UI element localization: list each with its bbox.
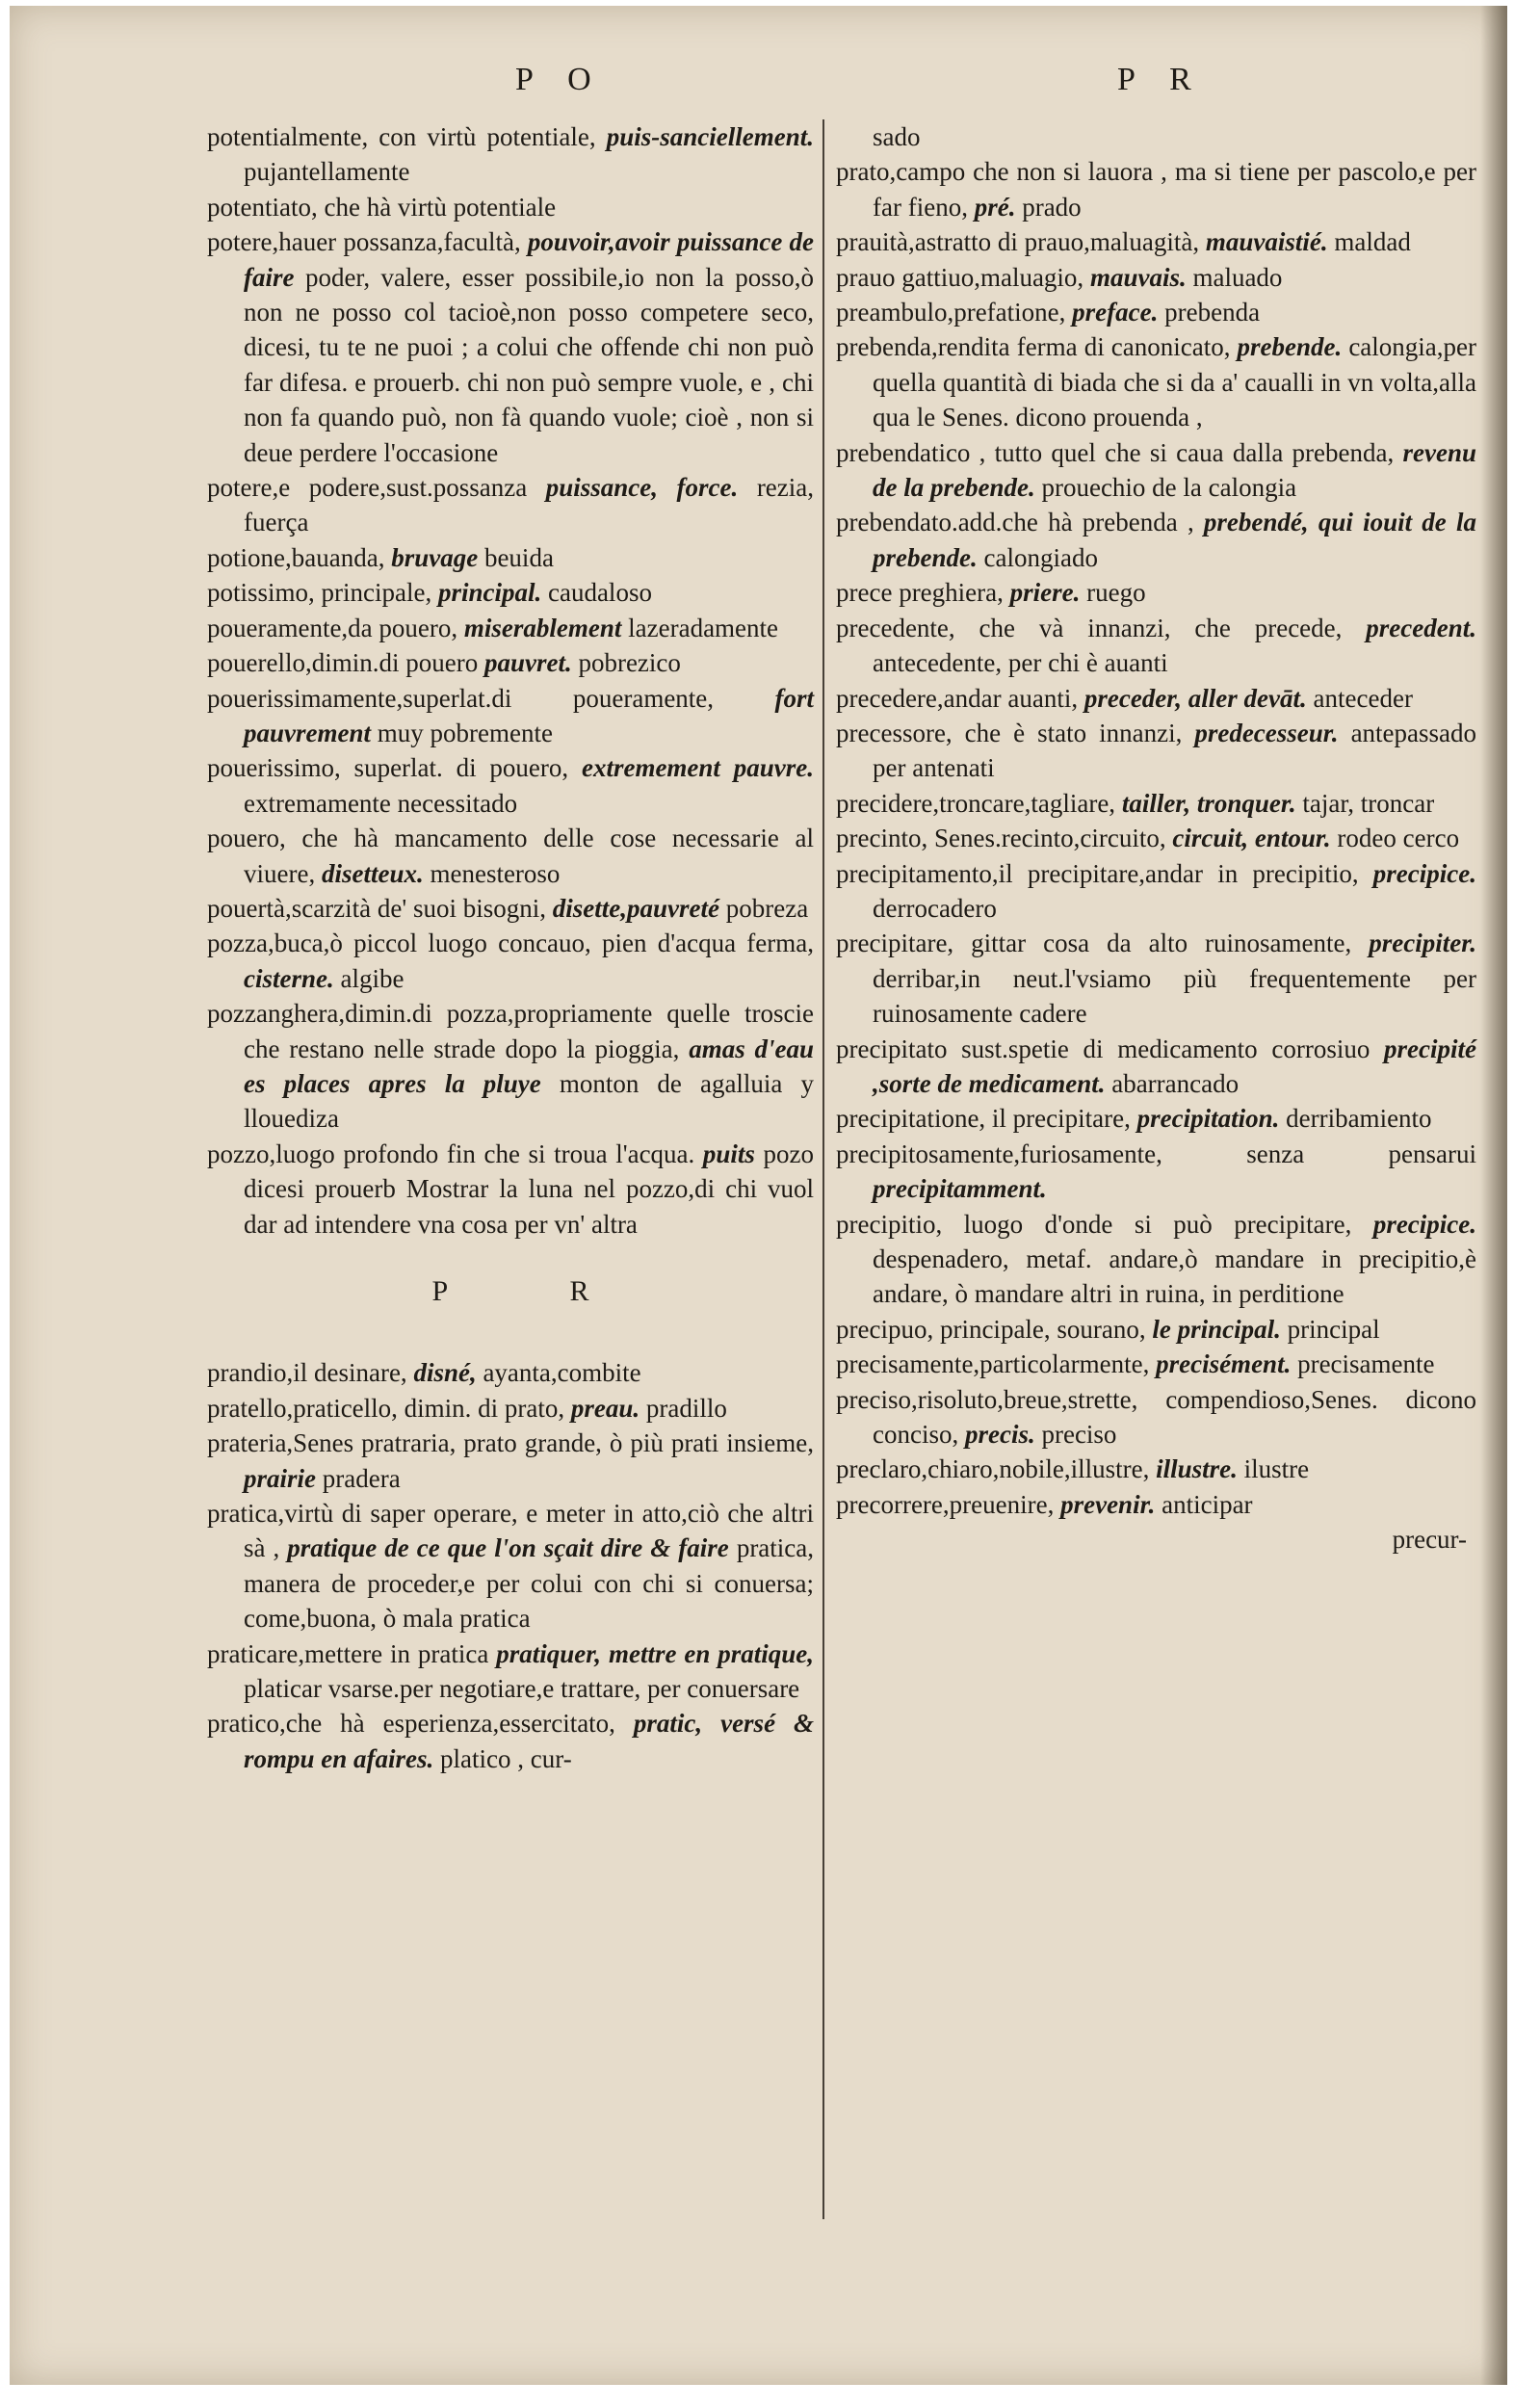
- entry-french: tailler, tronquer.: [1121, 788, 1296, 818]
- dictionary-entry: [836, 224, 1476, 259]
- entry-italian: pozza,buca,ò piccol luogo concauo, pien d'acqua ferma,: [207, 929, 814, 958]
- dictionary-entry: [207, 190, 814, 224]
- entry-italian: potione,bauanda,: [207, 542, 385, 572]
- dictionary-entry: [207, 1496, 814, 1636]
- entry-italian: preambulo,prefatione,: [836, 298, 1066, 327]
- entry-italian: precedere,andar auanti,: [836, 683, 1079, 713]
- entry-italian: prauo gattiuo,maluagio,: [836, 262, 1084, 292]
- entry-french: precis.: [964, 1420, 1035, 1450]
- running-head-right: P R: [1117, 62, 1205, 97]
- entry-spanish: principal: [1287, 1314, 1380, 1344]
- dictionary-entry: [836, 295, 1476, 329]
- entry-italian: precorrere,preuenire,: [836, 1489, 1055, 1519]
- entry-french: pratiquer, mettre en pratique,: [496, 1638, 814, 1668]
- entry-italian: poueramente,da pouero,: [207, 613, 458, 642]
- entry-italian: pozzanghera,dimin.di pozza,propriamente quelle troscie che restano nelle strade dopo la pioggia,: [207, 999, 814, 1063]
- dictionary-entry: [836, 1207, 1476, 1312]
- dictionary-entry: [207, 470, 814, 540]
- dictionary-entry: [207, 681, 814, 751]
- entry-french: pré.: [974, 192, 1016, 222]
- dictionary-entry: [207, 540, 814, 575]
- dictionary-entry: [836, 681, 1476, 716]
- dictionary-entry: [207, 224, 814, 470]
- entry-spanish: extremamente necessitado: [244, 788, 518, 818]
- dictionary-entry: [836, 1137, 1476, 1207]
- dictionary-entry: [836, 611, 1476, 681]
- entry-spanish: pradillo: [645, 1393, 727, 1423]
- entry-french: precipitation.: [1136, 1104, 1280, 1134]
- entry-french: mauvaistié.: [1205, 227, 1328, 257]
- dictionary-entry: [836, 575, 1476, 610]
- left-entries-top: [207, 119, 814, 1242]
- entry-italian: pouerello,dimin.di pouero: [207, 648, 479, 678]
- left-entries-bottom: [207, 1355, 814, 1776]
- dictionary-entry: [207, 119, 814, 190]
- dictionary-entry: [207, 1137, 814, 1242]
- entry-spanish: antepassado per antenati: [873, 718, 1477, 783]
- dictionary-entry: [836, 716, 1476, 786]
- entry-spanish: abarrancado: [1111, 1068, 1240, 1098]
- entry-french: pauvret.: [483, 648, 572, 678]
- dictionary-entry: [836, 329, 1476, 434]
- entry-italian: pouero, che hà mancamento delle cose necessarie al viuere,: [207, 824, 814, 888]
- column-rule: [822, 119, 824, 2219]
- entry-french: priere.: [1009, 578, 1081, 608]
- right-column: [836, 119, 1476, 1557]
- entry-italian: prauità,astratto di prauo,maluagità,: [836, 227, 1200, 257]
- entry-french: pratic, versé & rompu en afaires.: [244, 1709, 815, 1773]
- entry-spanish: preciso: [1041, 1420, 1117, 1450]
- dictionary-entry: [207, 996, 814, 1137]
- entry-italian: precedente, che và innanzi, che precede,: [836, 613, 1343, 642]
- entry-italian: preciso,risoluto,breue,strette, compendioso,Senes. dicono conciso,: [836, 1384, 1476, 1450]
- dictionary-entry: [207, 1355, 814, 1390]
- entry-spanish: caudaloso: [547, 578, 652, 608]
- dictionary-entry: [836, 1101, 1476, 1136]
- entry-spanish: rodeo cerco: [1337, 824, 1460, 853]
- entry-italian: prato,campo che non si lauora , ma si tiene per pascolo,e per far fieno,: [836, 157, 1476, 222]
- dictionary-entry: [207, 926, 814, 996]
- dictionary-entry: [836, 505, 1476, 575]
- entry-french: precipiter.: [1369, 929, 1476, 958]
- entry-italian: prebendatico , tutto quel che si caua dalla prebenda,: [836, 437, 1395, 467]
- entry-french: cisterne.: [244, 963, 334, 993]
- entry-french: precipice.: [1372, 1209, 1477, 1239]
- dictionary-entry: [836, 1312, 1476, 1347]
- entry-continuation: [836, 119, 1476, 154]
- entry-italian: pozzo,luogo profondo fin che si troua l'acqua.: [207, 1139, 695, 1168]
- dictionary-entry: [836, 821, 1476, 855]
- entry-spanish: maluado: [1192, 262, 1283, 292]
- entry-spanish: platicar vsarse.per negotiare,e trattare, per conuersare: [244, 1674, 800, 1704]
- entry-french: amas d'eau es places apres la pluye: [244, 1034, 814, 1098]
- entry-italian: precipuo, principale, sourano,: [836, 1314, 1146, 1344]
- entry-spanish: platico , cur-: [440, 1743, 572, 1773]
- entry-french: pratique de ce que l'on sçait dire & faire: [287, 1533, 729, 1563]
- entry-italian: precipitatione, il precipitare,: [836, 1104, 1131, 1134]
- entry-spanish: tajar, troncar: [1302, 788, 1435, 818]
- entry-spanish: beuida: [483, 542, 554, 572]
- entry-italian: prateria,Senes pratraria, prato grande, ò più prati insieme,: [207, 1428, 814, 1458]
- entry-french: precipitamment.: [873, 1174, 1047, 1204]
- entry-spanish: muy pobremente: [377, 718, 553, 747]
- dictionary-entry: [836, 926, 1476, 1031]
- entry-italian: precipitare, gittar cosa da alto ruinosamente,: [836, 929, 1352, 958]
- entry-italian: pratico,che hà esperienza,essercitato,: [207, 1709, 615, 1739]
- entry-spanish: prouechio de la calongia: [1041, 473, 1297, 503]
- entry-italian: potentiato, che hà virtù potentiale: [207, 192, 557, 222]
- entry-french: precipité ,sorte de medicament.: [873, 1034, 1476, 1098]
- entry-spanish: pobrezico: [578, 648, 681, 678]
- left-column: [207, 119, 814, 1776]
- entry-italian: potere,e podere,sust.possanza: [207, 473, 528, 503]
- entry-french: circuit, entour.: [1172, 824, 1331, 853]
- entry-italian: precisamente,particolarmente,: [836, 1349, 1150, 1379]
- entry-french: disetteux.: [321, 858, 424, 888]
- entry-continuation-text: sado: [873, 122, 921, 151]
- entry-french: precisément.: [1156, 1349, 1292, 1379]
- entry-italian: precinto, Senes.recinto,circuito,: [836, 824, 1166, 853]
- entry-spanish: prado: [1022, 192, 1082, 222]
- entry-french: prairie: [244, 1463, 317, 1493]
- entry-italian: pouerissimamente,superlat.di poueramente,: [207, 683, 715, 713]
- dictionary-entry: [836, 154, 1476, 224]
- entry-french: disné,: [413, 1358, 477, 1388]
- entry-italian: precidere,troncare,tagliare,: [836, 788, 1116, 818]
- entry-spanish: anticipar: [1162, 1489, 1253, 1519]
- catchword: precur-: [1392, 1525, 1467, 1555]
- dictionary-entry: [836, 1347, 1476, 1381]
- entry-french: mauvais.: [1089, 262, 1187, 292]
- entry-spanish: ilustre: [1243, 1454, 1310, 1484]
- entry-spanish: derrocadero: [873, 893, 997, 923]
- entry-italian: pouerissimo, superlat. di pouero,: [207, 753, 569, 783]
- entry-italian: pouertà,scarzità de' suoi bisogni,: [207, 893, 547, 923]
- entry-french: prebendé, qui iouit de la prebende.: [873, 508, 1477, 572]
- entry-french: bruvage: [391, 542, 479, 572]
- dictionary-entry: [836, 260, 1476, 295]
- dictionary-entry: [207, 750, 814, 821]
- entry-italian: precipitosamente,furiosamente, senza pensarui: [836, 1139, 1476, 1168]
- entry-french: preface.: [1072, 298, 1159, 327]
- entry-french: puits: [702, 1139, 755, 1168]
- entry-italian: pratica,virtù di saper operare, e meter in atto,ciò che altri sà ,: [207, 1499, 814, 1563]
- entry-french: revenu de la prebende.: [873, 437, 1476, 503]
- dictionary-entry: [836, 1032, 1476, 1102]
- dictionary-entry: [207, 611, 814, 645]
- entry-french: predecesseur.: [1194, 718, 1339, 747]
- entry-spanish: calongiado: [983, 542, 1098, 572]
- dictionary-entry: [207, 891, 814, 926]
- entry-italian: precipitio, luogo d'onde si può precipitare,: [836, 1209, 1352, 1239]
- entry-french: pouvoir,avoir puissance de faire: [244, 227, 815, 292]
- entry-french: prebende.: [1237, 332, 1343, 362]
- dictionary-entry: [836, 856, 1476, 927]
- dictionary-entry: [836, 786, 1476, 821]
- dictionary-entry: [836, 1452, 1476, 1486]
- entry-spanish: despenadero, metaf. andare,ò mandare in precipitio,è andare, ò mandare altri in ruina, in perditione: [873, 1244, 1476, 1309]
- entry-french: puis-sanciellement.: [606, 122, 814, 151]
- entry-french: puissance, force.: [545, 473, 739, 503]
- entry-french: le principal.: [1152, 1314, 1281, 1344]
- entry-spanish: prebenda: [1164, 298, 1261, 327]
- dictionary-entry: [207, 575, 814, 610]
- entry-french: principal.: [437, 578, 542, 608]
- entry-italian: potere,hauer possanza,facultà,: [207, 227, 521, 257]
- entry-french: precipice.: [1372, 858, 1476, 888]
- entry-italian: precessore, che è stato innanzi,: [836, 718, 1183, 747]
- entry-french: fort pauvrement: [244, 683, 814, 747]
- entry-spanish: calongia,per quella quantità di biada che si da a' caualli in vn volta,alla qua le Senes. dicono prouenda ,: [873, 332, 1477, 432]
- dictionary-entry: [836, 435, 1476, 506]
- entry-french: illustre.: [1156, 1454, 1238, 1484]
- entry-french: prevenir.: [1060, 1489, 1156, 1519]
- page-spine-shadow: [1480, 6, 1507, 2385]
- entry-spanish: derribar,in neut.l'vsiamo più frequentemente per ruinosamente cadere: [873, 963, 1476, 1029]
- right-entries: [836, 119, 1476, 1522]
- entry-french: miserablement: [463, 613, 622, 642]
- entry-spanish: antecedente, per chi è auanti: [873, 648, 1168, 678]
- entry-spanish: anteceder: [1313, 683, 1413, 713]
- entry-spanish: pozo dicesi prouerb Mostrar la luna nel pozzo,di chi vuol dar ad intendere vna cosa per vn' altra: [244, 1139, 815, 1239]
- entry-french: disette,pauvreté: [552, 893, 719, 923]
- entry-french: preceder, aller devāt.: [1083, 683, 1307, 713]
- entry-spanish: ruego: [1086, 578, 1146, 608]
- entry-spanish: monton de agalluia y llouediza: [244, 1068, 814, 1134]
- dictionary-entry: [836, 1382, 1476, 1453]
- book-page: [10, 6, 1507, 2385]
- entry-spanish: derribamiento: [1286, 1104, 1432, 1134]
- entry-spanish: lazeradamente: [628, 613, 779, 642]
- dictionary-entry: [207, 1426, 814, 1496]
- entry-italian: prebendato.add.che hà prebenda ,: [836, 508, 1194, 537]
- entry-italian: potissimo, principale,: [207, 578, 432, 608]
- entry-italian: precipitato sust.spetie di medicamento corrosiuo: [836, 1034, 1370, 1063]
- entry-french: preau.: [570, 1393, 640, 1423]
- dictionary-entry: [207, 645, 814, 680]
- entry-spanish: algibe: [340, 963, 405, 993]
- entry-italian: precipitamento,il precipitare,andar in precipitio,: [836, 858, 1359, 888]
- entry-spanish: menesteroso: [430, 858, 561, 888]
- dictionary-entry: [207, 1706, 814, 1776]
- entry-spanish: pratica, manera de proceder,e per colui con chi si conuersa; come,buona, ò mala pratica: [244, 1533, 815, 1634]
- running-head-left: P O: [515, 62, 605, 97]
- entry-italian: preclaro,chiaro,nobile,illustre,: [836, 1454, 1150, 1484]
- entry-spanish: poder, valere, esser possibile,io non la posso,ò non ne posso col tacioè,non posso competere seco, dicesi, tu te ne puoi ; a colui che offende chi non può far difesa. e prouerb. chi non può sempre vuole, e , chi non fa quando può, non fà quando vuole; cioè , non si deue perdere l'occasione: [244, 262, 815, 467]
- entry-spanish: pradera: [322, 1463, 401, 1493]
- entry-italian: potentialmente, con virtù potentiale,: [207, 122, 596, 151]
- dictionary-entry: [207, 1391, 814, 1426]
- section-heading: P R: [431, 1275, 647, 1307]
- entry-spanish: precisamente: [1297, 1349, 1435, 1379]
- entry-italian: pratello,praticello, dimin. di prato,: [207, 1393, 565, 1423]
- dictionary-entry: [836, 1487, 1476, 1522]
- entry-italian: prandio,il desinare,: [207, 1358, 407, 1388]
- entry-spanish: pujantellamente: [244, 157, 410, 187]
- entry-french: extremement pauvre.: [581, 753, 814, 783]
- entry-spanish: pobreza: [725, 893, 809, 923]
- dictionary-entry: [207, 1636, 814, 1707]
- entry-italian: prece preghiera,: [836, 578, 1004, 608]
- entry-italian: prebenda,rendita ferma di canonicato,: [836, 332, 1231, 362]
- entry-spanish: maldad: [1334, 227, 1411, 257]
- entry-spanish: rezia, fuerça: [244, 473, 815, 537]
- entry-italian: praticare,mettere in pratica: [207, 1638, 489, 1668]
- entry-french: precedent.: [1366, 613, 1477, 642]
- entry-spanish: ayanta,combite: [483, 1358, 641, 1388]
- dictionary-entry: [207, 821, 814, 891]
